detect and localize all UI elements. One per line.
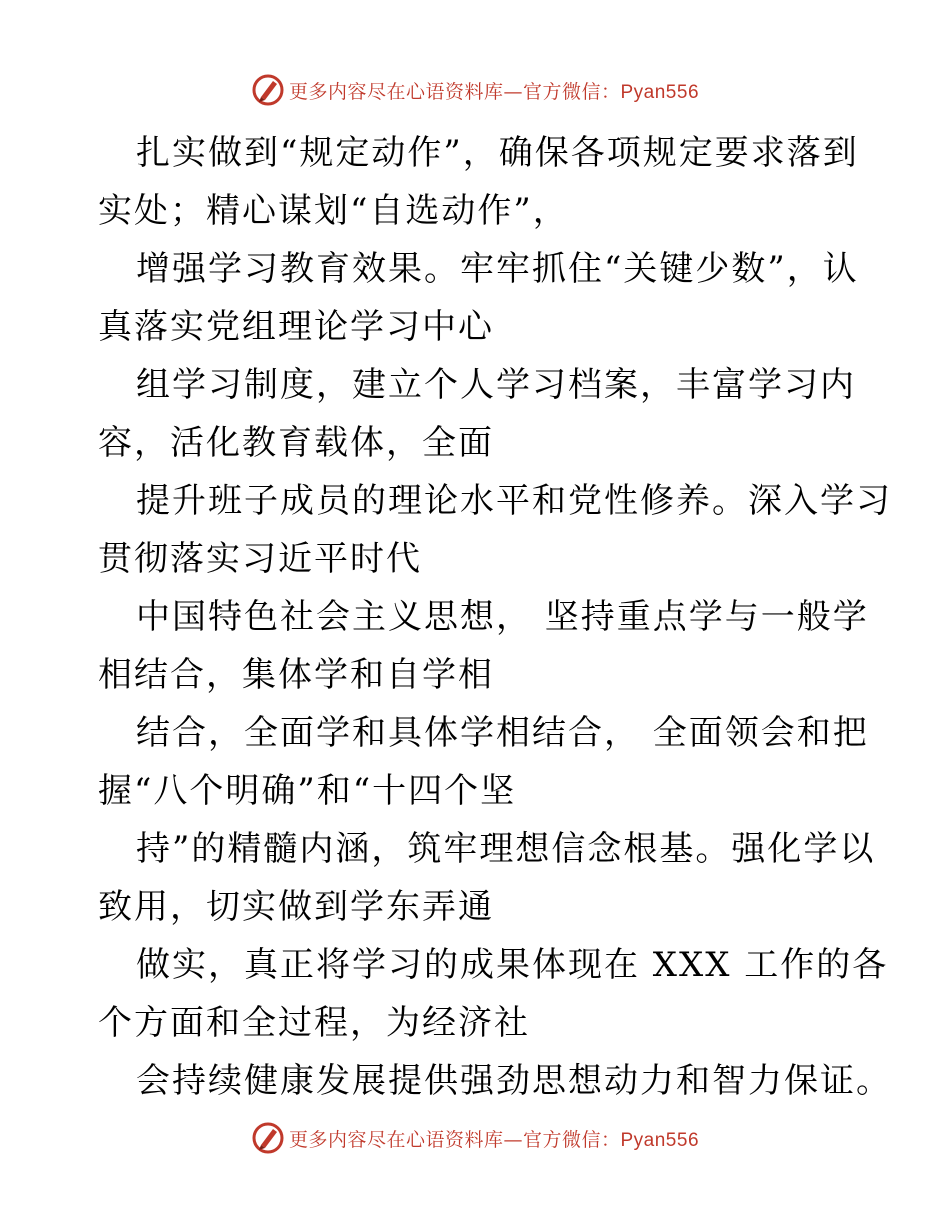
paragraph-line: 持”的精髓内涵，筑牢理想信念根基。强化学以: [136, 829, 876, 869]
watermark-label: 官方微信：: [522, 1128, 621, 1151]
paragraph-line: 中国特色社会主义思想， 坚持重点学与一般学: [136, 597, 869, 637]
paragraph-line: 容，活化教育载体，全面: [98, 423, 494, 463]
watermark-account: Pyan556: [620, 81, 700, 103]
header-watermark: [0, 70, 950, 110]
paragraph-line: 提升班子成员的理论水平和党性修养。深入学习: [136, 481, 892, 521]
paragraph-line: 增强学习教育效果。牢牢抓住“关键少数”，认: [136, 249, 859, 289]
watermark-account: Pyan556: [620, 1129, 700, 1151]
paragraph-line: 组学习制度，建立个人学习档案，丰富学习内: [136, 365, 856, 405]
paragraph-line: 扎实做到“规定动作”，确保各项规定要求落到: [136, 133, 859, 173]
watermark-label: 官方微信：: [522, 80, 621, 103]
watermark-site: 更多内容尽在心语资料库: [288, 80, 504, 103]
paragraph-line: 做实，真正将学习的成果体现在 XXX 工作的各: [136, 945, 889, 985]
paragraph-line: 实处；精心谋划“自选动作”，: [98, 191, 569, 231]
paragraph-line: 贯彻落实习近平时代: [98, 539, 422, 579]
paragraph-line: 会持续健康发展提供强劲思想动力和智力保证。: [136, 1061, 892, 1101]
watermark-separator: —: [503, 1128, 523, 1151]
paragraph-line: 真落实党组理论学习中心: [98, 307, 494, 347]
paragraph-line: 相结合，集体学和自学相: [98, 655, 494, 695]
paragraph-line: 结合，全面学和具体学相结合， 全面领会和把: [136, 713, 869, 753]
watermark-site: 更多内容尽在心语资料库: [288, 1128, 504, 1151]
pen-logo-icon: [251, 73, 285, 107]
paragraph-line: 握“八个明确”和“十四个坚: [98, 771, 517, 811]
paragraph-line: 致用，切实做到学东弄通: [98, 887, 494, 927]
pen-logo-icon: [251, 1121, 285, 1155]
document-body: [98, 124, 892, 1110]
footer-watermark: [0, 1118, 950, 1158]
paragraph-line: 个方面和全过程，为经济社: [98, 1003, 530, 1043]
watermark-separator: —: [503, 80, 523, 103]
